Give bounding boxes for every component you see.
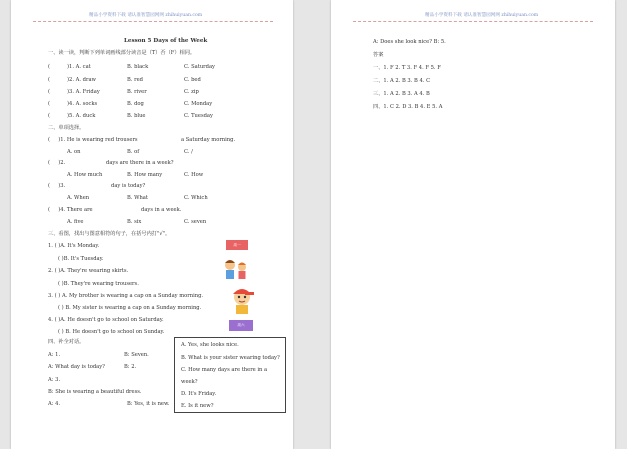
- part2-option-c: C. /: [184, 149, 193, 155]
- part2-question-end: days are there in a week?: [106, 160, 174, 166]
- dialog-option: E. Is it new?: [181, 403, 214, 409]
- part2-option-a: A. five: [67, 219, 84, 225]
- dialog-line-reply: B: Seven.: [124, 352, 149, 358]
- part1-paren: (: [48, 113, 51, 119]
- lesson-title: Lesson 5 Days of the Week: [124, 38, 208, 44]
- part1-paren: (: [48, 77, 51, 83]
- part2-question: ( )4. There are: [48, 207, 93, 213]
- dialog-option: A. Yes, she looks nice.: [181, 342, 239, 348]
- part1-item-b: B. black: [127, 64, 149, 70]
- part2-option-b: B. of: [127, 149, 140, 155]
- part1-item-c: C. Saturday: [184, 64, 215, 70]
- dialog-line-reply: B: Yes, it is new.: [127, 401, 170, 407]
- header-divider: [33, 21, 273, 23]
- part1-item-b: B. dog: [127, 101, 144, 107]
- document-page-1: [11, 0, 293, 449]
- monday-calendar-badge: 周一: [226, 240, 248, 250]
- part1-item-c: C. Tuesday: [184, 113, 213, 119]
- part2-option-b: B. What: [127, 195, 148, 201]
- dialog-line: A: 3.: [48, 377, 61, 383]
- part3-sentence: 1. ( )A. It's Monday.: [48, 243, 100, 249]
- answer-line: 二、1. A 2. B 3. B 4. C: [373, 78, 431, 84]
- part2-question: ( )2.: [48, 160, 66, 166]
- part1-item-c: C. bed: [184, 77, 201, 83]
- part1-item-c: C. Monday: [184, 101, 213, 107]
- answers-title: 答案: [373, 52, 384, 58]
- part2-question-end: day is today?: [111, 183, 146, 189]
- boy-with-cap-illustration: [227, 284, 257, 316]
- part3-sentence: ( ) B. He doesn't go to school on Sunday.: [58, 329, 165, 335]
- part2-question-end: a Saturday morning.: [181, 137, 236, 143]
- dialog-line-reply: B: 2.: [124, 364, 137, 370]
- dialog-options-box: [174, 337, 286, 413]
- part2-option-b: B. How many: [127, 172, 163, 178]
- part1-item-b: B. blue: [127, 113, 146, 119]
- part1-item-b: B. river: [127, 89, 147, 95]
- dialog-line: A: 4.: [48, 401, 61, 407]
- part2-question-end: days in a week.: [141, 207, 182, 213]
- part1-item-a: )2. A. draw: [67, 77, 96, 83]
- part2-option-c: C. How: [184, 172, 204, 178]
- part4-heading: 四、补全对话。: [48, 339, 85, 345]
- part3-sentence: 4. ( )A. He doesn't go to school on Saturday.: [48, 317, 164, 323]
- dialog-option: week?: [181, 379, 198, 385]
- part3-sentence: ( )B. They're wearing trousers.: [58, 281, 139, 287]
- dialog-line: A: What day is today?: [48, 364, 105, 370]
- answer-line: 一、1. F 2. T 3. F 4. F 5. F: [373, 65, 441, 71]
- page-header: 精品小学资料下载 请认准智慧园网网 zhihuiyuan.com: [425, 13, 539, 18]
- part1-item-c: C. zip: [184, 89, 199, 95]
- dialog-option: B. What is your sister wearing today?: [181, 355, 280, 361]
- kids-illustration: [220, 257, 250, 283]
- page-header: 精品小学资料下载 请认准智慧园网网 zhihuiyuan.com: [89, 13, 203, 18]
- part2-question: ( )3.: [48, 183, 66, 189]
- dialog-option: D. It's Friday.: [181, 391, 217, 397]
- document-page-2: [331, 0, 615, 449]
- part1-item-a: )4. A. socks: [67, 101, 98, 107]
- part2-heading: 二、单项选择。: [48, 125, 85, 131]
- part1-item-b: B. red: [127, 77, 143, 83]
- part2-option-a: A. How much: [67, 172, 103, 178]
- part1-paren: (: [48, 64, 51, 70]
- part2-option-a: A. When: [67, 195, 90, 201]
- part2-option-c: C. seven: [184, 219, 207, 225]
- part1-item-a: )1. A. cat: [67, 64, 91, 70]
- header-divider: [353, 21, 593, 23]
- dialog-option: C. How many days are there in a: [181, 367, 268, 373]
- saturday-calendar-badge: 周六: [229, 320, 253, 331]
- part2-question: ( )1. He is wearing red trousers: [48, 137, 138, 143]
- answer-line: 三、1. A 2. B 3. A 4. B: [373, 91, 430, 97]
- part1-heading: 一、读一读，判断下列单词画线部分读音是（T）否（F）相同。: [48, 50, 196, 56]
- part2-option-a: A. on: [67, 149, 81, 155]
- part1-paren: (: [48, 89, 51, 95]
- part3-heading: 三、看图，找出与图意相符的句子，在括号内打"√"。: [48, 231, 171, 237]
- part1-item-a: )3. A. Friday: [67, 89, 100, 95]
- part3-sentence: 2. ( )A. They're wearing skirts.: [48, 268, 129, 274]
- part3-sentence: 3. ( ) A. My brother is wearing a cap on a Sunday morning.: [48, 293, 204, 299]
- dialog-line: B: She is wearing a beautiful dress.: [48, 389, 142, 395]
- part1-paren: (: [48, 101, 51, 107]
- dialog-line: A: Does she look nice? B: 5.: [373, 39, 446, 45]
- part2-option-c: C. Which: [184, 195, 208, 201]
- part3-sentence: ( )B. It's Tuesday.: [58, 256, 104, 262]
- answer-line: 四、1. C 2. D 3. B 4. E 5. A: [373, 104, 443, 110]
- part1-item-a: )5. A. duck: [67, 113, 96, 119]
- part3-sentence: ( ) B. My sister is wearing a cap on a Sunday morning.: [58, 305, 202, 311]
- part2-option-b: B. six: [127, 219, 142, 225]
- dialog-line: A: 1.: [48, 352, 61, 358]
